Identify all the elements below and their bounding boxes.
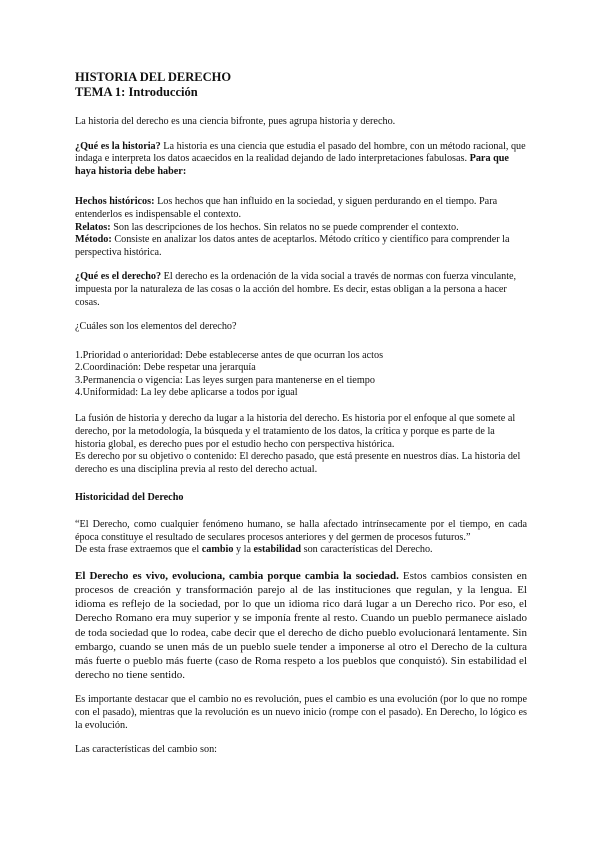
- quote-paragraph: “El Derecho, como cualquier fenómeno humano, se halla afectado intrínsecamente por el tiempo, en cada época constituye el resultado de seculares procesos anteriores y del germen de procesos futuros.”: [75, 518, 527, 543]
- requisito-label: Método:: [75, 234, 112, 246]
- derecho-label: ¿Qué es el derecho?: [75, 271, 162, 283]
- historicidad-heading-text: Historicidad del Derecho: [75, 492, 184, 504]
- intro-paragraph: La historia del derecho es una ciencia bifronte, pues agrupa historia y derecho.: [75, 116, 396, 127]
- document-title: HISTORIA DEL DERECHO: [75, 70, 232, 84]
- list-item: 1.Prioridad o anterioridad: Debe establecerse antes de que ocurran los actos: [75, 349, 384, 361]
- extract-text: y la: [233, 544, 254, 556]
- caracteristicas-paragraph: Las características del cambio son:: [75, 744, 217, 756]
- list-item: 3.Permanencia o vigencia: Las leyes surgen para mantenerse en el tiempo: [75, 374, 375, 386]
- list-item: 4.Uniformidad: La ley debe aplicarse a todos por igual: [75, 386, 298, 398]
- document-subtitle: TEMA 1: Introducción: [75, 85, 198, 99]
- objetivo-paragraph: Es derecho por su objetivo o contenido: El derecho pasado, que está presente en nuestros días. La historia del derecho es una disciplina previa al resto del derecho actual.: [75, 451, 521, 475]
- historia-label: ¿Qué es la historia?: [75, 140, 161, 152]
- elementos-list: [75, 350, 527, 400]
- requisito-hechos: [75, 196, 527, 221]
- extract-text: De esta frase extraemos que el: [75, 544, 202, 556]
- requisito-text: Los hechos que han influido en la sociedad, y siguen perdurando en el tiempo. Para entenderlos es indispensable el contexto.: [75, 196, 498, 220]
- requisito-label: Relatos:: [75, 221, 111, 233]
- requisito-text: Consiste en analizar los datos antes de aceptarlos. Método crítico y científico para comprender la perspectiva histórica.: [75, 234, 510, 258]
- que-es-derecho-paragraph: [75, 271, 527, 309]
- document-page: [75, 70, 527, 757]
- requisito-metodo: [75, 234, 527, 259]
- historicidad-heading: [75, 492, 527, 505]
- vivo-text: Estos cambios consisten en procesos de creación y transformación parejo al de las instituciones que regulan, y la lengua. El idioma es reflejo de la sociedad, por lo que un idioma rico dará lugar a un Derecho rico. Por eso, el Derecho Romano era muy superior y se imponía frente al resto. Cuando un pueblo permanece aislado de toda sociedad que lo rodea, cabe decir que el derecho de dicho pueblo evolucionará lentamente. Sin embargo, cuando se unen más de un pueblo suele tender a imponerse al otro el Derecho de la cultura más fuerte o pueblo más fuerte (caso de Roma respeto a los pueblos que conquistó). Sin estabilidad el derecho no tiene sentido.: [75, 569, 527, 682]
- historia-bold-end: Para que haya historia debe haber:: [75, 153, 509, 177]
- historia-text: La historia es una ciencia que estudia el pasado del hombre, con un método racional, que indaga e interpreta los datos acaecidos en la realidad dejando de lado interpretaciones fabulosas.: [75, 140, 526, 165]
- list-item: 2.Coordinación: Debe respetar una jerarquía: [75, 362, 256, 374]
- estabilidad-bold: estabilidad: [253, 544, 302, 556]
- vivo-paragraph: [75, 569, 527, 683]
- fusion-paragraph: La fusión de historia y derecho da lugar a la historia del derecho. Es historia por el enfoque al que somete al derecho, por la metodología, la búsqueda y el tratamiento de los datos, la crítica y porque es parte de la historia global, es derecho pues por el estudio hecho con perspectiva histórica.: [75, 413, 516, 450]
- derecho-text: El derecho es la ordenación de la vida social a través de normas con fuerza vinculante, impuesta por la naturaleza de las cosas o la acción del hombre. Es decir, estas obligan a la persona a hacer cosas.: [75, 271, 517, 308]
- requisito-relatos: [75, 222, 527, 235]
- elementos-question: ¿Cuáles son los elementos del derecho?: [75, 321, 237, 333]
- cambio-bold: cambio: [201, 544, 234, 556]
- requisito-text: Son las descripciones de los hechos. Sin relatos no se puede comprender el contexto.: [110, 221, 459, 233]
- vivo-bold: El Derecho es vivo, evoluciona, cambia porque cambia la sociedad.: [75, 569, 399, 582]
- requisito-label: Hechos históricos:: [75, 196, 155, 208]
- extract-paragraph: [75, 544, 527, 557]
- extract-text: son características del Derecho.: [301, 544, 433, 556]
- importante-paragraph: Es importante destacar que el cambio no es revolución, pues el cambio es una evolución (por lo que no rompe con el pasado), mientras que la revolución es un nuevo inicio (rompe con el pasado). En Derecho, lo lógico es la evolución.: [75, 694, 527, 731]
- que-es-historia-paragraph: [75, 141, 527, 179]
